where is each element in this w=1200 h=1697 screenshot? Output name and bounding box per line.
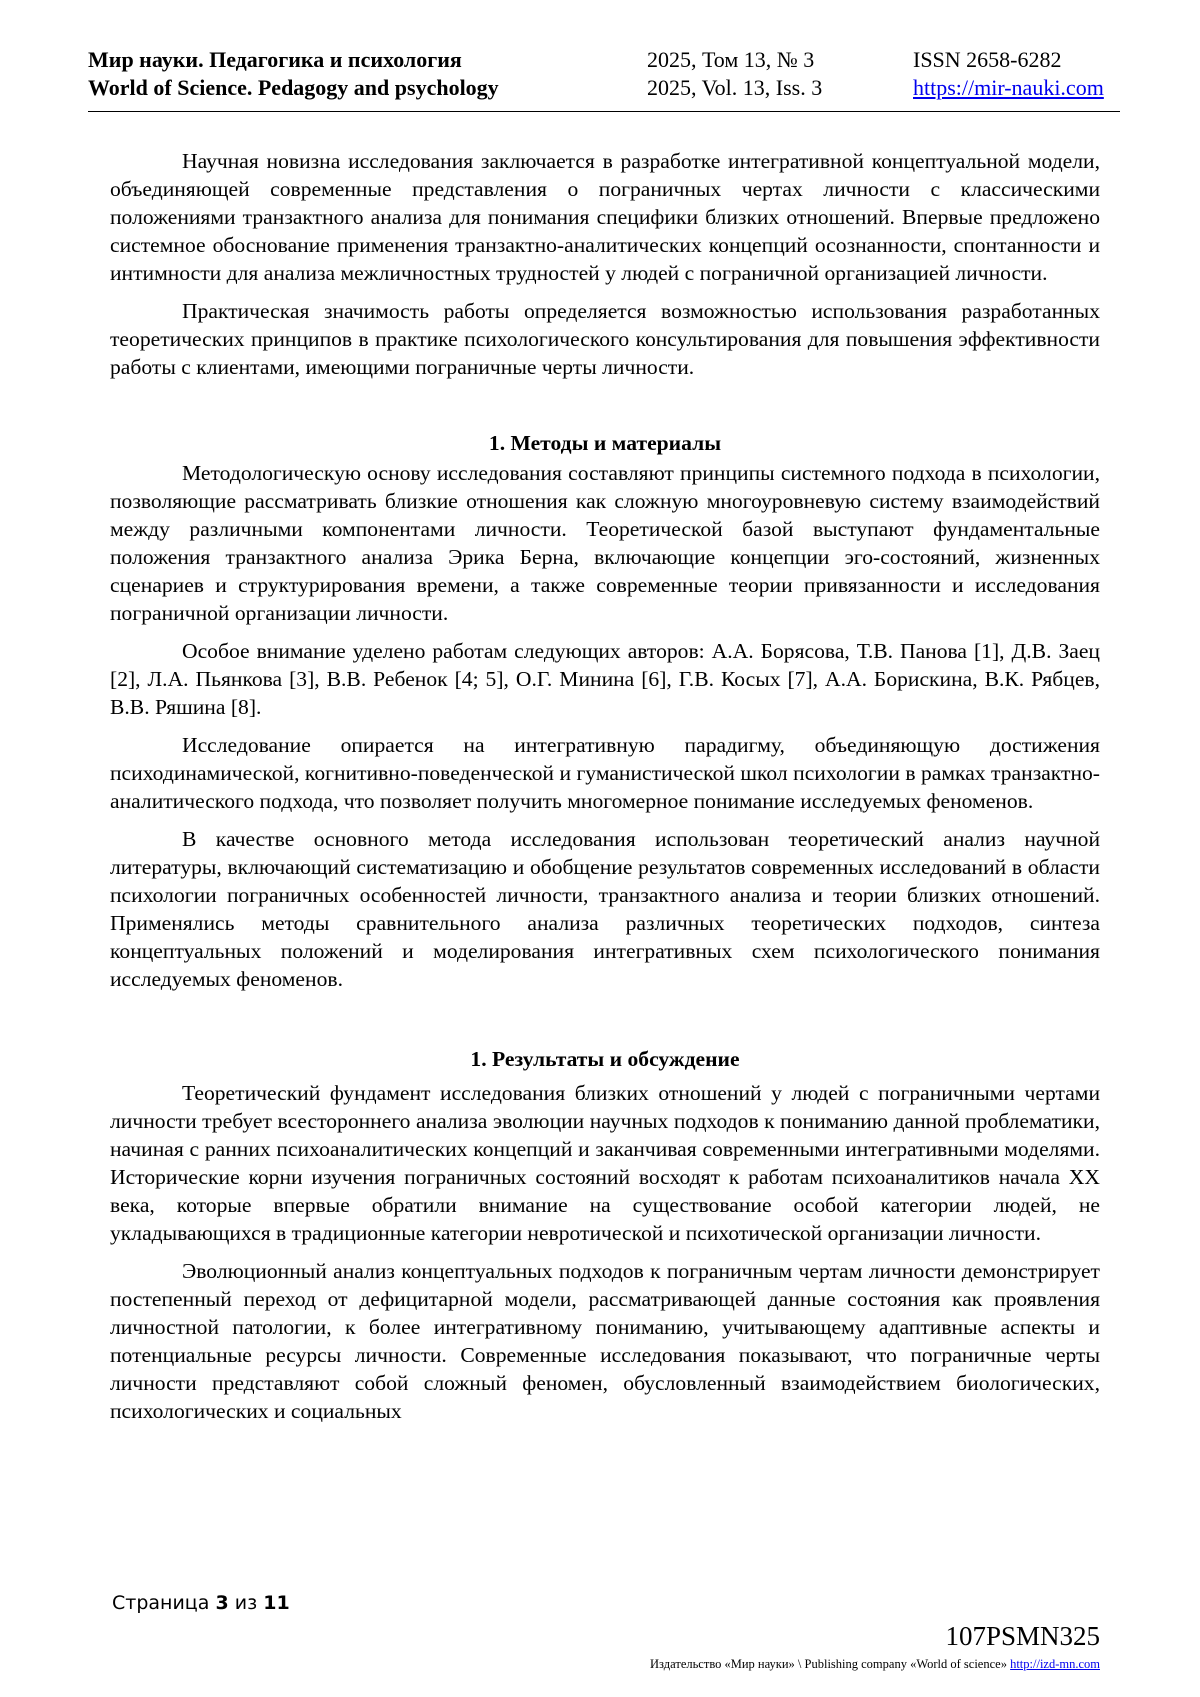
header-divider xyxy=(88,111,1120,112)
paragraph-significance: Практическая значимость работы определяется возможностью использования разработанных теоретических принципов в практике психологического консультирования для повышения эффективности работы с клиентами, имеющими пограничные черты личности. xyxy=(110,299,1100,379)
paragraph-novelty: Научная новизна исследования заключается в разработке интегративной концептуальной модели, объединяющей современные представления о пограничных чертах личности с классическими положениями транзактного анализа для понимания специфики близких отношений. Впервые предложено системное обоснование применения транзактно-аналитических концепций осознанности, спонтанности и интимности для анализа межличностных трудностей у людей с пограничной организацией личности. xyxy=(110,149,1100,285)
section-spacer xyxy=(110,391,1100,429)
paragraph-methods-4: В качестве основного метода исследования использован теоретический анализ научной литературы, включающий систематизацию и обобщение результатов современных исследований в области психологии пограничных особенностей личности, транзактного анализа и теории близких отношений. Применялись методы сравнительного анализа различных теоретических подходов, синтеза концептуальных положений и моделирования интегративных схем психологического понимания исследуемых феноменов. xyxy=(110,827,1100,991)
journal-title-en: World of Science. Pedagogy and psychology xyxy=(88,75,499,100)
section-spacer xyxy=(110,1003,1100,1045)
publisher-line xyxy=(650,1656,1100,1672)
section-heading-results: 1. Результаты и обсуждение xyxy=(470,1047,740,1071)
publisher-text: Издательство «Мир науки» \ Publishing company «World of science» xyxy=(650,1657,1007,1671)
journal-site-link[interactable]: https://mir-nauki.com xyxy=(913,75,1104,100)
article-body xyxy=(110,147,1100,1435)
section-heading-methods: 1. Методы и материалы xyxy=(488,431,722,455)
paragraph-results-2: Эволюционный анализ концептуальных подходов к пограничным чертам личности демонстрирует постепенный переход от дефицитарной модели, рассматривающей данные состояния как проявления личностной патологии, к более интегративному пониманию, учитывающему адаптивные аспекты и потенциальные ресурсы личности. Современные исследования показывают, что пограничные черты личности представляют собой сложный феномен, обусловленный взаимодействием биологических, психологических и социальных xyxy=(110,1259,1100,1423)
paragraph-methods-1: Методологическую основу исследования составляют принципы системного подхода в психологии, позволяющие рассматривать близкие отношения как сложную многоуровневую систему взаимодействий между различными компонентами личности. Теоретической базой выступают фундаментальные положения транзактного анализа Эрика Берна, включающие концепции эго-состояний, жизненных сценариев и структурирования времени, а также современные теории привязанности и исследования пограничной организации личности. xyxy=(110,461,1100,625)
journal-title xyxy=(88,46,499,102)
paragraph-methods-3: Исследование опирается на интегративную парадигму, объединяющую достижения психодинамической, когнитивно-поведенческой и гуманистической школ психологии в рамках транзактно-аналитического подхода, что позволяет получить многомерное понимание исследуемых феноменов. xyxy=(110,733,1100,813)
publisher-link[interactable]: http://izd-mn.com xyxy=(1010,1657,1100,1671)
issn-block xyxy=(913,46,1104,102)
page-current: 3 xyxy=(215,1592,229,1614)
page-word: Страница xyxy=(112,1592,210,1614)
issue-ru: 2025, Том 13, № 3 xyxy=(647,47,815,72)
page-total: 11 xyxy=(263,1592,290,1614)
page-number xyxy=(112,1591,290,1615)
paragraph-results-1: Теоретический фундамент исследования близких отношений у людей с пограничными чертами личности требует всестороннего анализа эволюции научных подходов к пониманию данной проблематики, начиная с ранних психоаналитических концепций и заканчивая современными интегративными моделями. Исторические корни изучения пограничных состояний восходят к работам психоаналитиков начала XX века, которые впервые обратили внимание на существование особой категории людей, не укладывающихся в традиционные категории невротической и психотической организации личности. xyxy=(110,1081,1100,1245)
issn: ISSN 2658-6282 xyxy=(913,47,1062,72)
issue-info xyxy=(647,46,822,102)
page-of: из xyxy=(234,1592,258,1614)
journal-title-ru: Мир науки. Педагогика и психология xyxy=(88,47,462,72)
article-code: 107PSMN325 xyxy=(945,1621,1100,1651)
paragraph-methods-2: Особое внимание уделено работам следующих авторов: А.А. Борясова, Т.В. Панова [1], Д.В. Заец [2], Л.А. Пьянкова [3], В.В. Ребенок [4; 5], О.Г. Минина [6], Г.В. Косых [7], А.А. Борискина, В.К. Рябцев, В.В. Ряшина [8]. xyxy=(110,639,1100,719)
issue-en: 2025, Vol. 13, Iss. 3 xyxy=(647,75,823,100)
